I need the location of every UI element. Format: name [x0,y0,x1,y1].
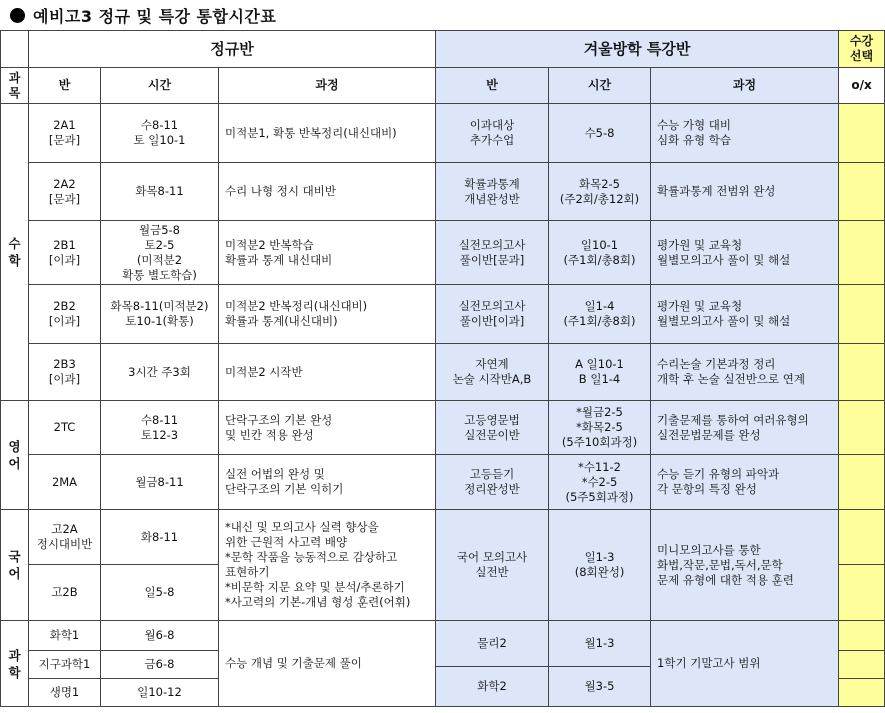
time-cell: 월금5-8 토2-5 (미적분2 확통 별도학습) [101,221,219,285]
time-cell: 일5-8 [101,565,219,621]
table-row [1,401,885,455]
time-cell: 화목8-11(미적분2) 토10-1(확통) [101,285,219,344]
class-header: 반 [29,68,101,104]
course-cell: 미적분2 시작반 [219,344,436,401]
enroll-select-cell[interactable] [839,344,885,401]
winter-class-cell: 국어 모의고사 실전반 [436,510,549,621]
winter-class-header: 반 [436,68,549,104]
class-cell: 2B2 [이과] [29,285,101,344]
time-cell: 화8-11 [101,510,219,565]
class-cell: 화학1 [29,621,101,651]
winter-time-header: 시간 [549,68,651,104]
winter-class-cell: 확률과통계 개념완성반 [436,163,549,221]
subject-korean: 국 어 [1,510,29,621]
winter-course-cell: 미니모의고사를 통한 화법,작문,문법,독서,문학 문제 유형에 대한 적용 훈련 [651,510,839,621]
winter-time-cell: 일1-3 (8회완성) [549,510,651,621]
regular-header: 정규반 [29,31,436,68]
winter-class-cell: 실전모의고사 풀이반[이과] [436,285,549,344]
enroll-select-cell[interactable] [839,565,885,621]
time-cell: 금6-8 [101,651,219,679]
class-cell: 고2B [29,565,101,621]
table-row [1,344,885,401]
winter-course-cell: 평가원 및 교육청 월별모의고사 풀이 및 해설 [651,285,839,344]
enroll-select-cell[interactable] [839,621,885,651]
class-cell: 2B3 [이과] [29,344,101,401]
time-cell: 수8-11 토12-3 [101,401,219,455]
course-cell: 미적분1, 확통 반복정리(내신대비) [219,104,436,163]
corner-cell [1,31,29,68]
time-cell: 월금8-11 [101,455,219,510]
winter-header: 겨울방학 특강반 [436,31,839,68]
table-row [1,221,885,285]
winter-class-cell: 실전모의고사 풀이반[문과] [436,221,549,285]
course-header: 과정 [219,68,436,104]
winter-course-cell: 기출문제를 통하여 여러유형의 실전문법문제를 완성 [651,401,839,455]
class-cell: 2TC [29,401,101,455]
class-cell: 지구과학1 [29,651,101,679]
winter-class-cell: 고등영문법 실전문이반 [436,401,549,455]
winter-course-cell: 수능 가형 대비 심화 유형 학습 [651,104,839,163]
winter-class-cell: 물리2 [436,621,549,667]
enroll-select-cell[interactable] [839,455,885,510]
winter-class-cell: 화학2 [436,667,549,707]
course-cell: 수능 개념 및 기출문제 풀이 [219,621,436,707]
winter-course-cell: 수리논술 기본과정 정리 개학 후 논술 실전반으로 연계 [651,344,839,401]
table-row [1,163,885,221]
enroll-select-cell[interactable] [839,679,885,707]
subject-english: 영 어 [1,401,29,510]
enroll-select-cell[interactable] [839,104,885,163]
class-cell: 2A1 [문과] [29,104,101,163]
winter-course-header: 과정 [651,68,839,104]
time-cell: 월6-8 [101,621,219,651]
course-cell: *내신 및 모의고사 실력 향상을 위한 근원적 사고력 배양 *문학 작품을 능동적으로 감상하고 표현하기 *비문학 지문 요약 및 분석/추론하기 *사고력의 기본-개념 형성 훈련(어휘) [219,510,436,621]
winter-course-cell: 수능 듣기 유형의 파악과 각 문항의 특징 완성 [651,455,839,510]
winter-time-cell: *수11-2 *수2-5 (5주5회과정) [549,455,651,510]
enroll-select-cell[interactable] [839,401,885,455]
subject-science: 과 학 [1,621,29,707]
time-cell: 화목8-11 [101,163,219,221]
course-cell: 단락구조의 기본 완성 및 빈칸 적용 완성 [219,401,436,455]
winter-time-cell: *월금2-5 *화목2-5 (5주10회과정) [549,401,651,455]
ox-header: o/x [839,68,885,104]
winter-time-cell: 화목2-5 (주2회/총12회) [549,163,651,221]
winter-class-cell: 자연계 논술 시작반A,B [436,344,549,401]
time-cell: 수8-11 토 일10-1 [101,104,219,163]
timetable [0,30,885,707]
enroll-select-cell[interactable] [839,510,885,565]
bullet-icon [10,8,25,23]
class-cell: 2B1 [이과] [29,221,101,285]
class-cell: 2A2 [문과] [29,163,101,221]
class-cell: 생명1 [29,679,101,707]
class-cell: 고2A 정시대비반 [29,510,101,565]
winter-class-cell: 고등듣기 정리완성반 [436,455,549,510]
table-row [1,285,885,344]
page-title: 예비고3 정규 및 특강 통합시간표 [33,6,277,26]
title-bar [0,0,885,30]
subject-header: 과 목 [1,68,29,104]
course-cell: 실전 어법의 완성 및 단락구조의 기본 익히기 [219,455,436,510]
course-cell: 수리 나형 정시 대비반 [219,163,436,221]
winter-time-cell: 일10-1 (주1회/총8회) [549,221,651,285]
winter-course-cell: 확률과통계 전범위 완성 [651,163,839,221]
time-header: 시간 [101,68,219,104]
enroll-select-cell[interactable] [839,163,885,221]
winter-time-cell: A 일10-1 B 일1-4 [549,344,651,401]
winter-time-cell: 월1-3 [549,621,651,667]
enroll-select-cell[interactable] [839,221,885,285]
class-cell: 2MA [29,455,101,510]
winter-time-cell: 월3-5 [549,667,651,707]
subject-math: 수 학 [1,104,29,401]
table-row [1,621,885,651]
table-row [1,510,885,565]
enroll-header: 수강 선택 [839,31,885,68]
enroll-select-cell[interactable] [839,285,885,344]
winter-course-cell: 평가원 및 교육청 월별모의고사 풀이 및 해설 [651,221,839,285]
table-row [1,455,885,510]
course-cell: 미적분2 반복학습 확률과 통계 내신대비 [219,221,436,285]
winter-time-cell: 일1-4 (주1회/총8회) [549,285,651,344]
table-row [1,104,885,163]
time-cell: 일10-12 [101,679,219,707]
winter-time-cell: 수5-8 [549,104,651,163]
time-cell: 3시간 주3회 [101,344,219,401]
enroll-select-cell[interactable] [839,651,885,679]
winter-class-cell: 이과대상 추가수업 [436,104,549,163]
winter-course-cell: 1학기 기말고사 범위 [651,621,839,707]
course-cell: 미적분2 반복정리(내신대비) 확률과 통계(내신대비) [219,285,436,344]
